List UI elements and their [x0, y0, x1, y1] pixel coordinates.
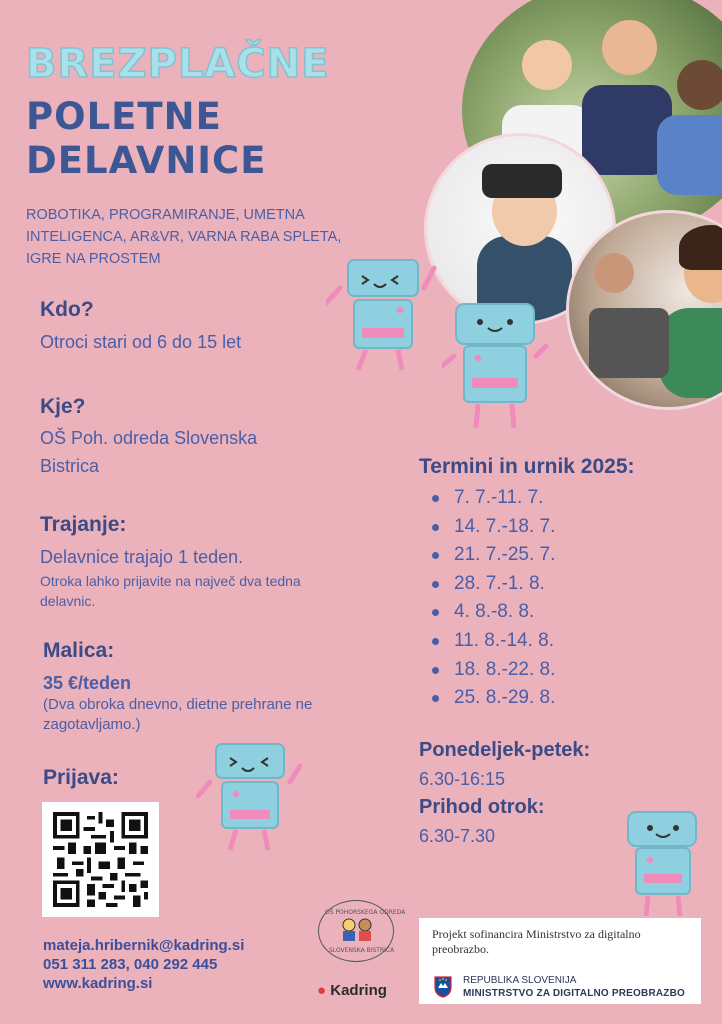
snack-price: 35 €/teden	[43, 673, 132, 693]
snack-heading: Malica:	[43, 639, 115, 662]
signup-heading: Prijava:	[43, 766, 119, 789]
sponsor-text: Projekt sofinancira Ministrstvo za digitalno preobrazbo.	[432, 927, 641, 956]
arrival-heading: Prihod otrok:	[419, 796, 545, 818]
who-heading: Kdo?	[40, 298, 94, 321]
kadring-mark-icon: ●	[317, 982, 327, 999]
title-line-1: BREZPLAČNE	[26, 41, 330, 87]
who-text: Otroci stari od 6 do 15 let	[40, 332, 242, 352]
robot-illustration-2	[442, 286, 550, 432]
signup-qr-code[interactable]	[42, 802, 159, 917]
schedule-date: 4. 8.-8. 8.	[432, 598, 555, 627]
title-line-2: POLETNE	[26, 95, 222, 138]
seal-top-text: OŠ POHORSKEGA ODREDA	[325, 909, 406, 916]
schedule-date: 28. 7.-1. 8.	[432, 570, 555, 599]
schedule-date: 25. 8.-29. 8.	[432, 684, 555, 713]
slovenia-coat-of-arms-icon	[433, 975, 453, 999]
school-seal	[318, 900, 406, 962]
schedule-heading: Termini in urnik 2025:	[419, 455, 635, 478]
schedule-date: 14. 7.-18. 7.	[432, 513, 555, 542]
where-line-1: OŠ Poh. odreda Slovenska	[40, 428, 258, 448]
contact-email[interactable]: mateja.hribernik@kadring.si	[43, 937, 245, 954]
schedule-date: 11. 8.-14. 8.	[432, 627, 555, 656]
robot-illustration-3	[196, 742, 304, 854]
seal-bottom-text: SLOVENSKA BISTRICA	[329, 947, 395, 954]
schedule-dates-list	[432, 484, 555, 713]
where-line-2: Bistrica	[40, 456, 100, 476]
sponsor-country: REPUBLIKA SLOVENIJA	[463, 975, 577, 986]
snack-note: (Dva obroka dnevno, dietne prehrane ne zagotavljamo.)	[43, 696, 313, 733]
kadring-logo	[317, 982, 387, 999]
schedule-date: 18. 8.-22. 8.	[432, 656, 555, 685]
duration-heading: Trajanje:	[40, 513, 127, 536]
duration-text: Delavnice trajajo 1 teden.	[40, 547, 244, 567]
kadring-logo-text: Kadring	[330, 982, 387, 999]
where-heading: Kje?	[40, 395, 86, 418]
subjects-list: ROBOTIKA, PROGRAMIRANJE, UMETNA INTELIGENCA, AR&VR, VARNA RABA SPLETA, IGRE NA PROSTEM	[26, 207, 342, 267]
contact-block	[43, 936, 244, 993]
seal-children-icon	[339, 917, 375, 943]
robot-illustration-4	[618, 808, 708, 918]
schedule-date: 21. 7.-25. 7.	[432, 541, 555, 570]
days-hours: 6.30-16:15	[419, 769, 506, 789]
duration-note: Otroka lahko prijavite na največ dva tedna delavnic.	[40, 573, 301, 609]
robot-illustration-1	[326, 258, 438, 380]
sponsor-ministry: MINISTRSTVO ZA DIGITALNO PREOBRAZBO	[463, 988, 685, 999]
arrival-hours: 6.30-7.30	[419, 826, 496, 846]
sponsor-box	[419, 918, 701, 1004]
days-heading: Ponedeljek-petek:	[419, 739, 591, 761]
contact-website[interactable]: www.kadring.si	[43, 975, 153, 992]
schedule-date: 7. 7.-11. 7.	[432, 484, 555, 513]
title-line-3: DELAVNICE	[26, 139, 267, 182]
contact-phone[interactable]: 051 311 283, 040 292 445	[43, 956, 218, 973]
qr-code-graphic	[52, 812, 149, 907]
